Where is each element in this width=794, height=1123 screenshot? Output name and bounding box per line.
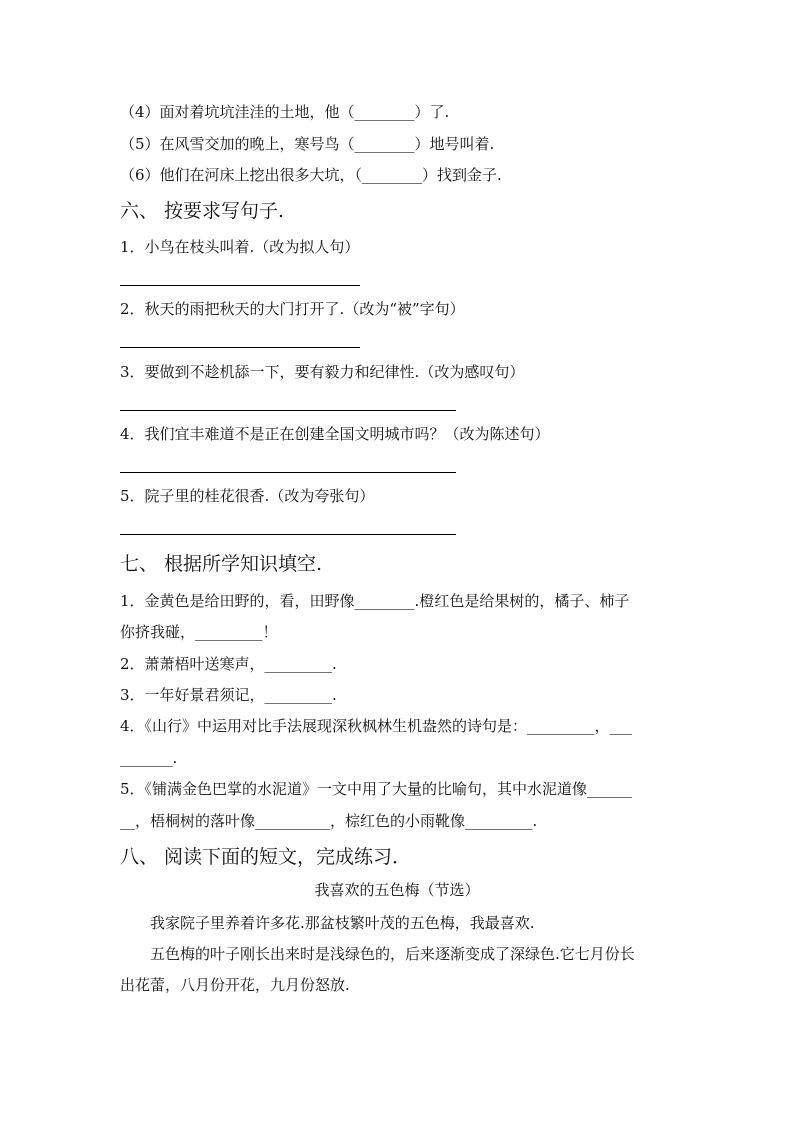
fill-item-4: （4）面对着坑坑洼洼的土地，他（________）了.	[120, 103, 450, 121]
knowledge-item-4-cont: _______.	[120, 749, 178, 767]
reading-paragraph-2-cont: 出花蕾，八月份开花，九月份怒放.	[120, 976, 350, 994]
reading-paragraph-2: 五色梅的叶子刚长出来时是浅绿色的，后来逐渐变成了深绿色.它七月份长	[150, 945, 635, 963]
answer-line-2[interactable]	[120, 347, 360, 348]
knowledge-item-5: 5．《铺满金色巴掌的水泥道》一文中用了大量的比喻句，其中水泥道像______	[120, 780, 633, 798]
answer-line-1[interactable]	[120, 285, 360, 286]
section6-heading: 六、 按要求写句子.	[120, 200, 285, 222]
answer-line-5[interactable]	[120, 534, 456, 535]
knowledge-item-3: 3．一年好景君须记，_________.	[120, 686, 337, 704]
fill-item-6: （6）他们在河床上挖出很多大坑，（________）找到金子.	[120, 166, 502, 184]
reading-title: 我喜欢的五色梅（节选）	[314, 881, 480, 899]
knowledge-item-4: 4．《山行》中运用对比手法展现深秋枫林生机盎然的诗句是：_________，___	[120, 717, 633, 735]
knowledge-item-5-cont: __，梧桐树的落叶像__________，棕红色的小雨靴像_________.	[120, 812, 538, 830]
answer-line-4[interactable]	[120, 472, 456, 473]
rewrite-item-4: 4．我们宜丰难道不是正在创建全国文明城市吗？（改为陈述句）	[120, 425, 550, 443]
reading-paragraph-1: 我家院子里养着许多花.那盆枝繁叶茂的五色梅，我最喜欢.	[150, 914, 535, 932]
rewrite-item-5: 5．院子里的桂花很香.（改为夸张句）	[120, 487, 375, 505]
answer-line-3[interactable]	[120, 410, 456, 411]
knowledge-item-2: 2．萧萧梧叶送寒声，_________.	[120, 655, 337, 673]
knowledge-item-1: 1．金黄色是给田野的，看，田野像________.橙红色是给果树的，橘子、柿子	[120, 592, 630, 610]
knowledge-item-1-cont: 你挤我碰，_________！	[120, 623, 278, 641]
section8-heading: 八、 阅读下面的短文，完成练习．	[120, 846, 412, 868]
rewrite-item-2: 2．秋天的雨把秋天的大门打开了.（改为“被”字句）	[120, 300, 465, 318]
rewrite-item-3: 3．要做到不趁机舔一下，要有毅力和纪律性.（改为感叹句）	[120, 363, 525, 381]
section7-heading: 七、 根据所学知识填空.	[120, 553, 323, 575]
rewrite-item-1: 1．小鸟在枝头叫着.（改为拟人句）	[120, 238, 360, 256]
fill-item-5: （5）在风雪交加的晚上，寒号鸟（________）地号叫着.	[120, 135, 495, 153]
